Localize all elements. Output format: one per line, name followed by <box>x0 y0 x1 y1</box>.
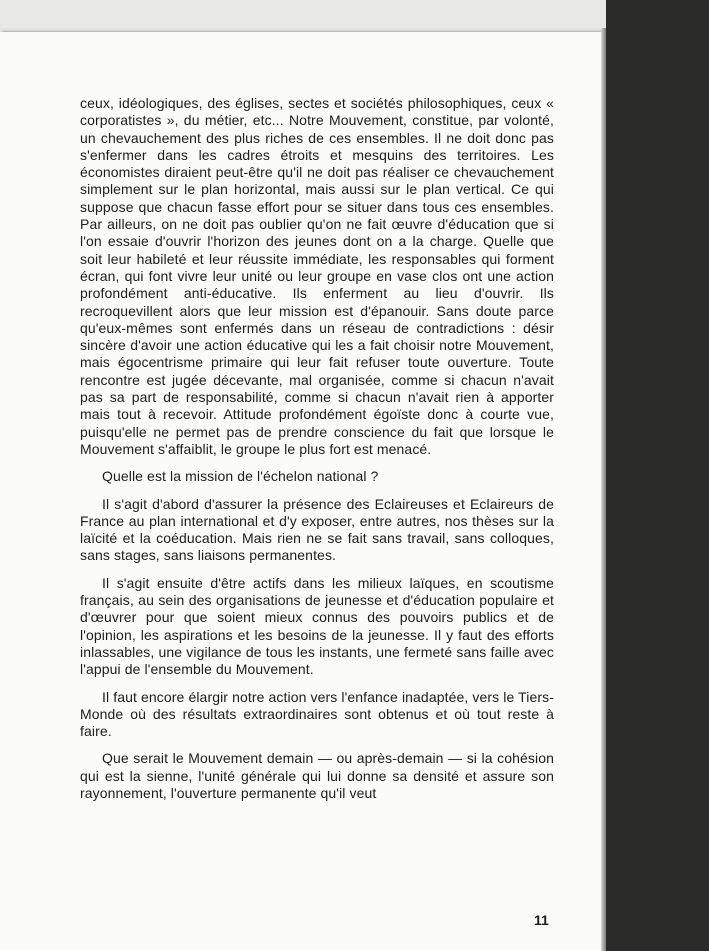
paragraph: Il faut encore élargir notre action vers l'enfance inadaptée, vers le Tiers-Monde où des résultats extraordinaires sont obtenus et où tout reste à faire. <box>80 688 554 740</box>
section-question: Quelle est la mission de l'échelon national ? <box>102 468 379 485</box>
page-number: 11 <box>534 912 549 928</box>
paragraph: Que serait le Mouvement demain — ou après-demain — si la cohésion qui est la sienne, l'unité générale qui lui donne sa densité et assure son rayonnement, l'ouverture permanente qu'il veut <box>80 750 554 801</box>
scan-top-strip <box>0 0 606 32</box>
paragraph: Il s'agit ensuite d'être actifs dans les milieux laïques, en scoutisme français, au sein des organisations de jeunesse et d'éducation populaire et d'œuvrer pour que soient mieux connus des pouvoirs publics et de l'opinion, les aspirations et les besoins de la jeunesse. Il y faut des efforts inlassables, une vigilance de tous les instants, une fermeté sans faille avec l'appui de l'ensemble du Mouvement. <box>80 574 554 678</box>
page-body <box>80 95 554 812</box>
paragraph: Il s'agit d'abord d'assurer la présence des Eclaireuses et Eclaireurs de France au plan international et d'y exposer, entre autres, nos thèses sur la laïcité et la coéducation. Mais rien ne se fait sans travail, sans colloques, sans stages, sans liaisons permanentes. <box>80 495 554 564</box>
paragraph: ceux, idéologiques, des églises, sectes et sociétés philosophiques, ceux « corporatistes », du métier, etc... Notre Mouvement, constitue, par volonté, un chevauchement des plus riches de ces ensembles. Il ne doit donc pas s'enfermer dans les cadres étroits et mesquins des territoires. Les économistes diraient peut-être qu'il ne doit pas réaliser ce chevauchement simplement sur le plan horizontal, mais aussi sur le plan vertical. Ce qui suppose que chacun fasse effort pour se situer dans tous ces ensembles. Par ailleurs, on ne doit pas oublier qu'on ne fait œuvre d'éducation que si l'on essaie d'ouvrir l'horizon des jeunes dont on a la charge. Quelle que soit leur habileté et leur réussite immédiate, les responsables qui forment écran, qui font vivre leur unité ou leur groupe en vase clos ont une action profondément anti-éducative. Ils enferment au lieu d'ouvrir. Ils recroquevillent alors que leur mission est d'épanouir. Sans doute parce qu'eux-mêmes sont enfermés dans un réseau de contradictions : désir sincère d'avoir une action éducative qui les a fait choisir notre Mouvement, mais égocentrisme primaire qui leur fait refuser toute ouverture. Toute rencontre est jugée décevante, mal organisée, comme si chacun n'avait pas sa part de responsabilité, comme si chacun n'avait rien à apporter mais tout à recevoir. Attitude profondément égoïste donc à courte vue, puisqu'elle ne permet pas de prendre conscience du fait que lorsque le Mouvement s'affaiblit, le groupe le plus fort est menacé. <box>80 95 554 457</box>
scan-background <box>606 0 709 951</box>
